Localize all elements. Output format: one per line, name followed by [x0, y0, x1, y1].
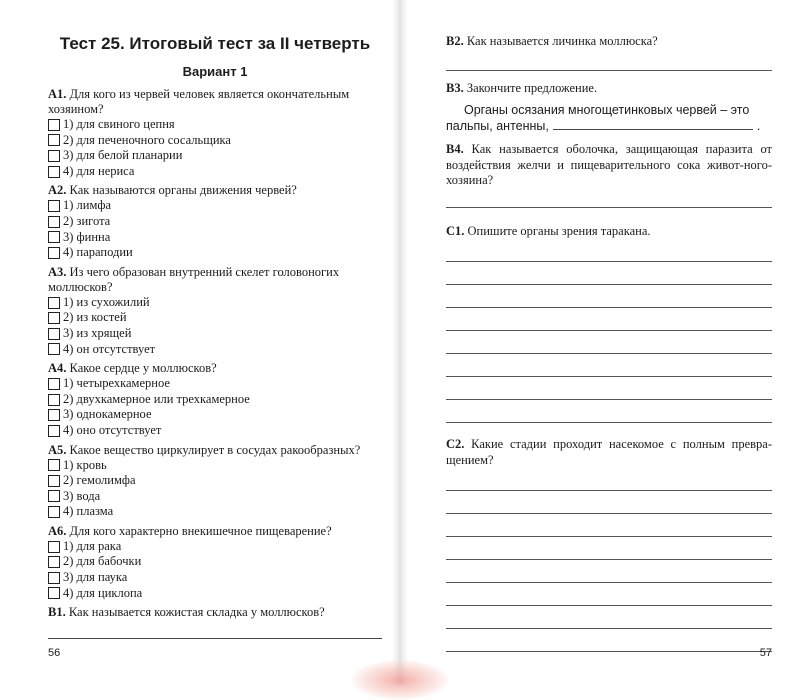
- question-c2: [446, 437, 772, 468]
- option-label: 3) из хрящей: [63, 325, 132, 340]
- option-label: 3) вода: [63, 488, 101, 503]
- c2-answer-line[interactable]: [446, 491, 772, 514]
- checkbox[interactable]: [48, 394, 60, 406]
- option-label: 4) плазма: [63, 504, 114, 519]
- test-title: Тест 25. Итоговый тест за II четверть: [59, 34, 371, 53]
- checkbox[interactable]: [48, 459, 60, 471]
- question-id: В2.: [446, 34, 464, 48]
- answer-option[interactable]: [48, 230, 382, 246]
- option-label: 2) двухкамерное или трехкамерное: [63, 391, 250, 406]
- answer-option[interactable]: [48, 198, 382, 214]
- question-id: А2.: [48, 183, 67, 198]
- option-label: 4) параподии: [63, 245, 133, 260]
- option-label: 1) из сухожилий: [63, 294, 150, 309]
- sentence-end: .: [756, 119, 761, 133]
- checkbox[interactable]: [48, 587, 60, 599]
- question-a2: [48, 183, 382, 198]
- question-text: Из чего образован внутренний скелет головоногих моллюсков?: [48, 264, 340, 294]
- question-text: Для кого характерно внекишечное пищеварение?: [69, 523, 332, 538]
- option-label: 3) для паука: [63, 570, 128, 585]
- checkbox[interactable]: [48, 378, 60, 390]
- question-a4: [48, 361, 382, 376]
- question-id: А6.: [48, 523, 67, 538]
- answer-option[interactable]: [48, 117, 382, 133]
- question-b2: [446, 34, 772, 50]
- right-page: [400, 0, 800, 685]
- option-label: 1) кровь: [63, 457, 107, 472]
- question-id: А5.: [48, 442, 67, 457]
- option-label: 2) для печеночного сосальщика: [63, 132, 231, 147]
- question-text: Как называются органы движения червей?: [69, 183, 297, 198]
- checkbox[interactable]: [48, 541, 60, 553]
- c1-answer-line[interactable]: [446, 354, 772, 377]
- option-label: 1) лимфа: [63, 198, 112, 213]
- question-c1: [446, 224, 772, 240]
- answer-option[interactable]: [48, 326, 382, 342]
- answer-option[interactable]: [48, 489, 382, 505]
- question-a1: [48, 87, 382, 117]
- answer-option[interactable]: [48, 164, 382, 180]
- option-label: 4) для циклопа: [63, 585, 143, 600]
- answer-lines-c1: [446, 239, 772, 423]
- sentence-blank[interactable]: [553, 118, 753, 130]
- option-label: 2) из костей: [63, 310, 127, 325]
- option-label: 4) для нериса: [63, 163, 135, 178]
- option-label: 2) для бабочки: [63, 554, 142, 569]
- option-label: 4) оно отсутствует: [63, 422, 162, 437]
- answer-option[interactable]: [48, 570, 382, 586]
- question-text: Как называется кожистая складка у моллюсков?: [68, 605, 325, 620]
- question-b1: [48, 605, 382, 620]
- c2-answer-line[interactable]: [446, 629, 772, 652]
- checkbox[interactable]: [48, 475, 60, 487]
- option-label: 4) он отсутствует: [63, 341, 156, 356]
- option-label: 3) для белой планарии: [63, 148, 183, 163]
- checkbox[interactable]: [48, 150, 60, 162]
- checkbox[interactable]: [48, 166, 60, 178]
- answer-option[interactable]: [48, 554, 382, 570]
- question-text: Опишите органы зрения таракана.: [467, 223, 651, 238]
- c1-answer-line[interactable]: [446, 308, 772, 331]
- left-page: [0, 0, 398, 685]
- answer-option[interactable]: [48, 458, 382, 474]
- c2-answer-line[interactable]: [446, 606, 772, 629]
- question-id: В3.: [446, 80, 464, 95]
- checkbox[interactable]: [48, 312, 60, 324]
- answer-option[interactable]: [48, 295, 382, 311]
- sentence-text: Органы осязания многощетинковых червей – это пальпы, антенны,: [446, 103, 750, 133]
- c2-answer-line[interactable]: [446, 583, 772, 606]
- checkbox[interactable]: [48, 134, 60, 146]
- answer-option[interactable]: [48, 423, 382, 439]
- question-id: С2.: [446, 437, 465, 451]
- question-id: В1.: [48, 605, 66, 620]
- checkbox[interactable]: [48, 216, 60, 228]
- checkbox[interactable]: [48, 506, 60, 518]
- answer-lines-c2: [446, 468, 772, 652]
- c1-answer-line[interactable]: [446, 239, 772, 262]
- question-list: [48, 87, 382, 601]
- option-label: 3) финна: [63, 229, 111, 244]
- c2-answer-line[interactable]: [446, 514, 772, 537]
- checkbox[interactable]: [48, 231, 60, 243]
- option-label: 2) зигота: [63, 213, 111, 228]
- c2-answer-line[interactable]: [446, 560, 772, 583]
- question-id: А3.: [48, 264, 67, 279]
- answer-option[interactable]: [48, 473, 382, 489]
- checkbox[interactable]: [48, 425, 60, 437]
- answer-option[interactable]: [48, 504, 382, 520]
- checkbox[interactable]: [48, 247, 60, 259]
- answer-option[interactable]: [48, 310, 382, 326]
- answer-line-b2[interactable]: [446, 50, 772, 71]
- c1-answer-line[interactable]: [446, 400, 772, 423]
- option-label: 1) четырехкамерное: [63, 376, 170, 391]
- variant-label: Вариант 1: [182, 64, 248, 79]
- c1-answer-line[interactable]: [446, 285, 772, 308]
- answer-option[interactable]: [48, 148, 382, 164]
- option-label: 1) для свиного цепня: [63, 117, 175, 131]
- question-text: Какое вещество циркулирует в сосудах ракообразных?: [69, 442, 361, 457]
- checkbox[interactable]: [48, 409, 60, 421]
- question-text: Как называется личинка моллюска?: [466, 34, 658, 48]
- question-a5: [48, 443, 382, 458]
- question-text: Для кого из червей человек является окончательным хозяином?: [48, 87, 350, 116]
- option-label: 1) для рака: [63, 538, 122, 553]
- answer-option[interactable]: [48, 376, 382, 392]
- answer-option[interactable]: [48, 245, 382, 261]
- checkbox[interactable]: [48, 343, 60, 355]
- option-label: 3) однокамерное: [63, 407, 152, 422]
- c2-answer-line[interactable]: [446, 468, 772, 491]
- c1-answer-line[interactable]: [446, 377, 772, 400]
- question-id: С1.: [446, 223, 465, 238]
- answer-line-b4[interactable]: [446, 189, 772, 208]
- answer-option[interactable]: [48, 407, 382, 423]
- option-label: 2) гемолимфа: [63, 473, 136, 488]
- answer-line-b1[interactable]: [48, 628, 382, 639]
- c1-answer-line[interactable]: [446, 262, 772, 285]
- checkbox[interactable]: [48, 119, 60, 131]
- question-text: Как называется оболочка, защищающая паразита от воздействия желчи и пищеварительного сока живот-ного-хозяина?: [446, 142, 772, 187]
- page-number-right: 57: [759, 647, 772, 659]
- answer-option[interactable]: [48, 539, 382, 555]
- question-id: В4.: [446, 142, 464, 156]
- question-id: А1.: [48, 87, 67, 101]
- question-b3: [446, 81, 772, 97]
- answer-option[interactable]: [48, 586, 382, 602]
- checkbox[interactable]: [48, 328, 60, 340]
- checkbox[interactable]: [48, 556, 60, 568]
- question-a6: [48, 524, 382, 539]
- sentence-to-complete: [446, 102, 772, 134]
- c1-answer-line[interactable]: [446, 331, 772, 354]
- checkbox[interactable]: [48, 490, 60, 502]
- question-text: Какие стадии проходит насекомое с полным превра-щением?: [446, 437, 772, 467]
- question-b4: [446, 142, 772, 189]
- question-a3: [48, 265, 382, 295]
- answer-option[interactable]: [48, 342, 382, 358]
- question-text: Какое сердце у моллюсков?: [69, 361, 217, 376]
- answer-option[interactable]: [48, 133, 382, 149]
- question-id: А4.: [48, 361, 67, 376]
- c2-answer-line[interactable]: [446, 537, 772, 560]
- checkbox[interactable]: [48, 572, 60, 584]
- answer-option[interactable]: [48, 392, 382, 408]
- answer-option[interactable]: [48, 214, 382, 230]
- page-number-left: 56: [48, 647, 61, 659]
- question-text: Закончите предложение.: [466, 80, 598, 95]
- checkbox[interactable]: [48, 297, 60, 309]
- checkbox[interactable]: [48, 200, 60, 212]
